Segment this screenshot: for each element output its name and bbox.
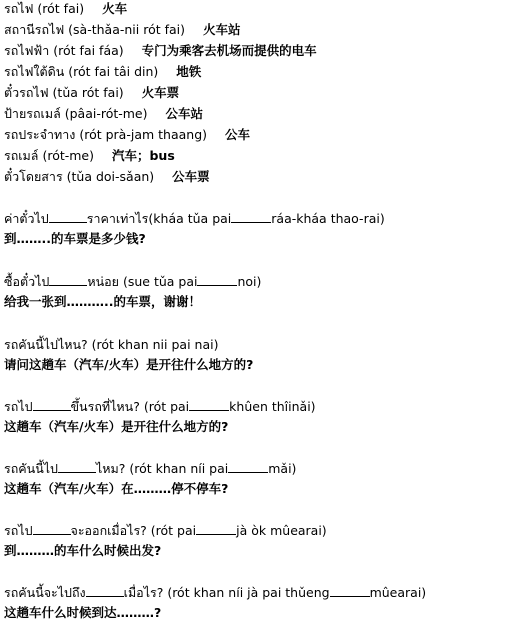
vocab-romanization: (rót fai tâi din) xyxy=(68,64,159,79)
vocab-thai: ป้ายรถเมล์ xyxy=(4,106,61,121)
phrase-chinese: 请问这趟车（汽车/火车）是开往什么地方的? xyxy=(4,357,254,372)
vocab-thai: รถประจำทาง xyxy=(4,127,76,142)
phrase-thai-start: รถคันนี้จะไปถึง xyxy=(4,585,86,600)
vocab-thai: ตั๋วโดยสาร xyxy=(4,169,63,184)
phrase-romanization-start: (rót khan níi jà pai thǔeng xyxy=(167,585,330,600)
phrase-romanization-end: jà òk mûearai) xyxy=(236,523,327,538)
phrase-thai-line xyxy=(4,336,218,354)
phrase-chinese: 到……..的车票是多少钱? xyxy=(4,231,146,246)
phrase-thai-line xyxy=(4,398,316,416)
phrase-romanization-end: noi) xyxy=(237,274,262,289)
phrase-thai-line xyxy=(4,273,261,291)
phrase-romanization-start: (kháa tǔa pai xyxy=(148,211,232,226)
phrase-thai-start: ซื้อตั๋วไป xyxy=(4,274,50,289)
phrase-romanization-end: ráa-kháa thao-rai) xyxy=(271,211,385,226)
vocab-thai: รถไฟฟ้า xyxy=(4,43,50,58)
vocab-romanization: (rót prà-jam thaang) xyxy=(79,127,208,142)
vocab-chinese: 公车站 xyxy=(165,106,204,121)
vocab-romanization: (rót fai fáa) xyxy=(53,43,124,58)
vocab-line xyxy=(4,21,241,39)
vocab-chinese: 火车 xyxy=(102,1,128,16)
fill-in-blank xyxy=(49,274,87,286)
fill-in-blank xyxy=(197,274,237,286)
fill-in-blank xyxy=(231,211,271,223)
phrase-romanization-end: mûearai) xyxy=(369,585,427,600)
vocab-romanization: (rót-me) xyxy=(42,148,94,163)
phrase-romanization-end: mǎi) xyxy=(268,461,297,476)
vocab-chinese: 公车票 xyxy=(172,169,210,184)
vocab-chinese: 火车站 xyxy=(203,22,241,37)
phrase-thai-line xyxy=(4,460,296,478)
fill-in-blank xyxy=(33,523,71,535)
phrase-thai-start: รถไป xyxy=(4,523,33,538)
vocab-chinese: 公车 xyxy=(225,127,251,142)
vocab-romanization: (tǔa doi-sǎan) xyxy=(66,169,155,184)
vocab-romanization: (tǔa rót fai) xyxy=(52,85,124,100)
fill-in-blank xyxy=(58,461,96,473)
phrase-chinese: 给我一张到………..的车票，谢谢！ xyxy=(4,294,201,309)
fill-in-blank xyxy=(189,399,229,411)
fill-in-blank xyxy=(330,585,370,597)
phrase-thai-end: เมื่อไร? xyxy=(123,585,164,600)
vocab-chinese: 地铁 xyxy=(176,64,202,79)
phrase-romanization-start: (rót pai xyxy=(150,523,197,538)
fill-in-blank xyxy=(49,211,87,223)
phrase-thai-start: ค่าตั๋วไป xyxy=(4,211,49,226)
vocab-chinese: 火车票 xyxy=(141,85,180,100)
vocab-romanization: (rót fai) xyxy=(37,1,85,16)
phrase-thai-end: จะออกเมื่อไร? xyxy=(70,523,147,538)
vocab-line xyxy=(4,126,250,144)
vocab-line xyxy=(4,42,317,60)
phrase-thai-start: รถคันนี้ไปไหน? xyxy=(4,337,88,352)
fill-in-blank xyxy=(228,461,268,473)
phrase-romanization-end: khûen thîinǎi) xyxy=(229,399,316,414)
phrase-thai-line xyxy=(4,584,426,602)
vocab-thai: ตั๋วรถไฟ xyxy=(4,85,49,100)
phrase-romanization-start: (sue tǔa pai xyxy=(122,274,198,289)
vocab-romanization: (sà-thǎa-nii rót fai) xyxy=(68,22,186,37)
phrase-chinese: 这趟车什么时候到达………? xyxy=(4,605,162,620)
phrase-romanization-start: (rót khan níi pai xyxy=(129,461,229,476)
fill-in-blank xyxy=(196,523,236,535)
fill-in-blank xyxy=(86,585,124,597)
phrase-thai-line xyxy=(4,210,385,228)
vocab-chinese: 汽车；bus xyxy=(111,148,175,163)
vocab-thai: รถไฟ xyxy=(4,1,34,16)
phrase-thai-end: ไหม? xyxy=(95,461,126,476)
vocab-line xyxy=(4,168,210,186)
vocab-line xyxy=(4,84,179,102)
vocab-chinese: 专门为乘客去机场而提供的电车 xyxy=(141,43,317,58)
vocab-thai: สถานีรถไฟ xyxy=(4,22,65,37)
phrase-thai-end: ขึ้นรถที่ไหน? xyxy=(70,399,140,414)
vocab-line xyxy=(4,0,127,18)
vocab-romanization: (pâai-rót-me) xyxy=(64,106,148,121)
fill-in-blank xyxy=(33,399,71,411)
phrase-thai-line xyxy=(4,522,327,540)
vocab-line xyxy=(4,105,203,123)
phrase-romanization-start: (rót pai xyxy=(143,399,190,414)
phrase-chinese: 这趟车（汽车/火车）在………停不停车? xyxy=(4,481,229,496)
vocab-thai: รถไฟใต้ดิน xyxy=(4,64,65,79)
vocab-line xyxy=(4,147,175,165)
vocab-thai: รถเมล์ xyxy=(4,148,39,163)
phrase-thai-end: ราคาเท่าไร xyxy=(86,211,149,226)
phrase-romanization-start: (rót khan nii pai nai) xyxy=(91,337,219,352)
phrase-thai-end: หน่อย xyxy=(87,274,119,289)
vocab-line xyxy=(4,63,201,81)
phrase-thai-start: รถคันนี้ไป xyxy=(4,461,58,476)
phrase-chinese: 这趟车（汽车/火车）是开往什么地方的? xyxy=(4,419,229,434)
phrase-thai-start: รถไป xyxy=(4,399,33,414)
phrase-chinese: 到………的车什么时候出发? xyxy=(4,543,162,558)
